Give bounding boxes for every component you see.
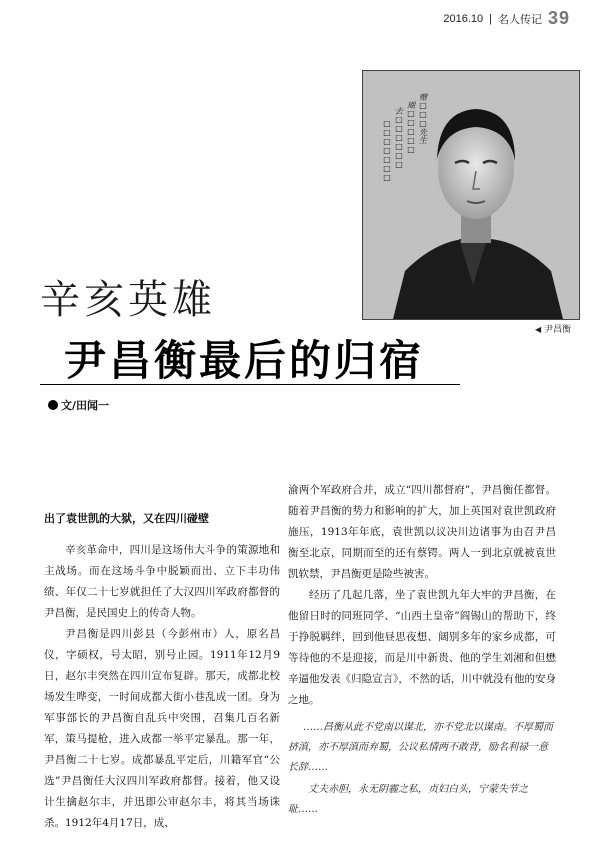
svg-text:赠□□□先生: 赠□□□先生 [418, 93, 428, 144]
page-number: 39 [547, 8, 570, 28]
byline [48, 397, 109, 413]
svg-text:瑚□□□□□: 瑚□□□□□ [406, 101, 416, 154]
article-main-title: 尹昌衡最后的归宿 [64, 336, 425, 385]
magazine-name: 名人传记 [497, 13, 542, 26]
svg-text:去□□□□□□: 去□□□□□□ [394, 107, 404, 169]
issue-date: 2016.10 [443, 12, 484, 25]
title-divider [40, 384, 460, 385]
quote-block [288, 718, 556, 820]
paragraph: 辛亥革命中，四川是这场伟大斗争的策源地和主战场。而在这场斗争中脱颖而出、立下丰功伟绩、年仅二十七岁就担任了大汉四川军政府都督的尹昌衡，是民国史上的传奇人物。 [44, 544, 280, 619]
paragraph: 渝两个军政府合并，成立“四川都督府”，尹昌衡任都督。随着尹昌衡的势力和影响的扩大，加上英国对袁世凯政府施压，1913年年底，袁世凯以议决川边诸事为由召尹昌衡至北京，同期而至的还有蔡锷。两人一到北京就被袁世凯软禁，尹昌衡更是险些被害。 [288, 484, 556, 580]
header-divider: | [489, 12, 492, 25]
page-header [443, 8, 570, 29]
left-column [44, 540, 280, 834]
author: 文/田闻一 [61, 399, 110, 412]
svg-text:□□□□□□□: □□□□□□□ [382, 119, 392, 182]
paragraph: 经历了几起几落，坐了袁世凯九年大牢的尹昌衡，在他留日时的同班同学、“山西土皇帝”阎锡山的帮助下，终于挣脱羁绊，回到他昼思夜想、阔别多年的家乡成都，可等待他的不是迎接，而是川中新贵、他的学生刘湘和但懋辛逼他发表《归隐宣言》，不然的话，川中就没有他的安身之地。 [288, 589, 556, 706]
section-heading: 出了袁世凯的大狱，又在四川碰壁 [44, 512, 209, 525]
quote-line: 丈夫赤胆，永无阴霾之私，贞妇白头，宁蒙失节之耻…… [288, 784, 528, 815]
right-column [288, 480, 556, 711]
article-kicker-title: 辛亥英雄 [40, 277, 216, 323]
caption-triangle-icon: ◀ [535, 325, 542, 334]
paragraph: 尹昌衡是四川彭县（今彭州市）人，原名昌仪，字硕权，号太昭，别号止园。1911年12月9日，赵尔丰突然在四川宣布复辟。那天，成都北校场发生哗变，一时间成都大街小巷乱成一团。身为军事部长的尹昌衡自乱兵中突围，召集几百名新军，策马提枪，进入成都一举平定暴乱。那一年，尹昌衡二十七岁。成都暴乱平定后，川籍军官“公选”尹昌衡任大汉四川军政府都督。接着，他又设计生擒赵尔丰，并迅即公审赵尔丰，将其当场诛杀。1912年4月17日，成、 [44, 628, 280, 829]
bullet-dot-icon [48, 400, 58, 410]
portrait-photo [362, 70, 580, 320]
quote-line: ……昌衡从此不党南以谋北，亦不党北以谋南。不厚蜀而挤滇，亦不厚滇而弃蜀，公议私情两不敢背，励名利禄一意长辞…… [288, 722, 553, 773]
portrait-figure [363, 71, 579, 319]
photo-caption: ◀ 尹昌衡 [535, 324, 572, 334]
